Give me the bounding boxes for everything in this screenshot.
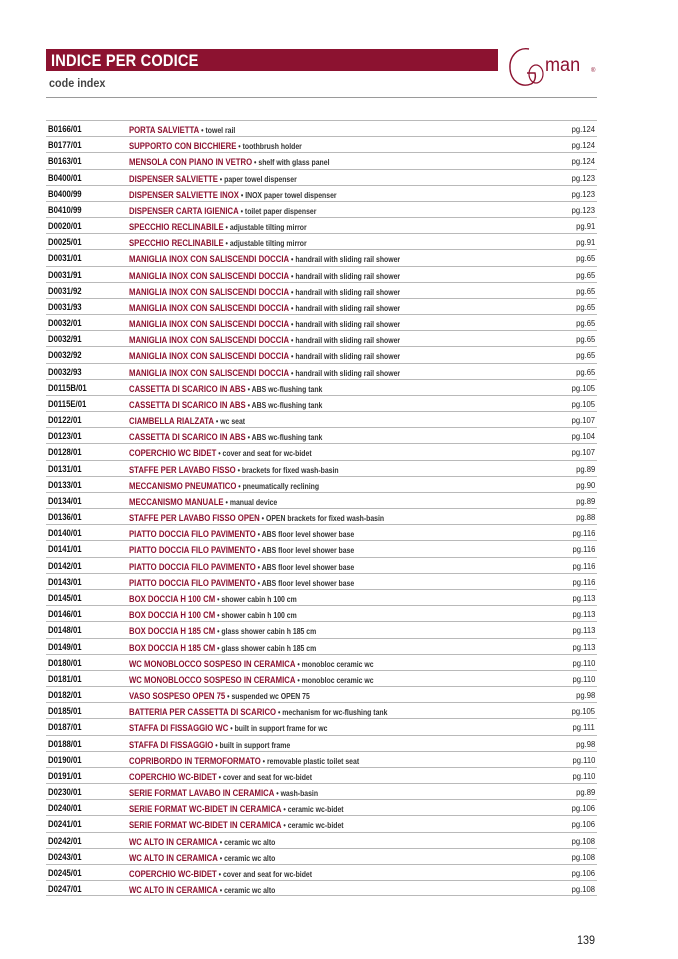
page-reference: pg.65 bbox=[575, 269, 595, 280]
english-name: ceramic wc alto bbox=[224, 886, 276, 896]
english-name: ABS floor level shower base bbox=[261, 546, 355, 556]
italian-name: PORTA SALVIETTA bbox=[129, 125, 200, 135]
english-name: handrail with sliding rail shower bbox=[295, 352, 401, 362]
product-code: D0180/01 bbox=[48, 657, 82, 668]
page-reference: pg.123 bbox=[571, 172, 595, 183]
italian-name: PIATTO DOCCIA FILO PAVIMENTO bbox=[129, 545, 256, 556]
english-name: shelf with glass panel bbox=[258, 158, 330, 168]
bullet-separator: • bbox=[216, 772, 223, 782]
page-reference: pg.65 bbox=[575, 285, 595, 296]
table-row bbox=[46, 832, 597, 848]
table-row bbox=[46, 460, 597, 476]
table-row bbox=[46, 718, 597, 734]
bullet-separator: • bbox=[217, 886, 225, 896]
header-divider bbox=[46, 97, 597, 98]
italian-name: MANIGLIA INOX CON SALISCENDI DOCCIA bbox=[129, 319, 290, 330]
product-code: D0242/01 bbox=[48, 835, 82, 846]
english-name: built in support frame bbox=[219, 740, 291, 750]
product-code: D0032/01 bbox=[48, 318, 82, 329]
product-code: D0032/93 bbox=[48, 366, 82, 377]
english-name: suspended wc OPEN 75 bbox=[231, 692, 310, 702]
english-name: ABS floor level shower base bbox=[261, 578, 355, 588]
table-row bbox=[46, 492, 597, 508]
bullet-separator: • bbox=[216, 449, 223, 459]
english-name: ceramic wc-bidet bbox=[287, 821, 344, 831]
english-name: removable plastic toilet seat bbox=[266, 756, 360, 766]
bullet-separator: • bbox=[255, 578, 262, 588]
table-row bbox=[46, 654, 597, 670]
english-name: ABS wc-flushing tank bbox=[251, 433, 323, 443]
english-name: glass shower cabin h 185 cm bbox=[221, 643, 317, 653]
bullet-separator: • bbox=[215, 611, 222, 621]
italian-name: WC ALTO IN CERAMICA bbox=[129, 836, 218, 847]
bullet-separator: • bbox=[223, 223, 230, 233]
italian-name: COPERCHIO WC BIDET bbox=[129, 448, 217, 459]
bullet-separator: • bbox=[259, 514, 266, 524]
italian-name: MANIGLIA INOX CON SALISCENDI DOCCIA bbox=[129, 302, 290, 313]
table-row bbox=[46, 476, 597, 492]
italian-name: MENSOLA CON PIANO IN VETRO bbox=[129, 157, 253, 168]
bullet-separator: • bbox=[245, 384, 252, 394]
italian-name: PIATTO DOCCIA FILO PAVIMENTO bbox=[129, 577, 256, 588]
english-name: monobloc ceramic wc bbox=[301, 675, 374, 685]
page-reference: pg.65 bbox=[575, 350, 595, 361]
english-name: cover and seat for wc-bidet bbox=[222, 449, 312, 459]
page-reference: pg.110 bbox=[572, 657, 595, 668]
english-name: ABS floor level shower base bbox=[261, 530, 355, 540]
table-row bbox=[46, 815, 597, 831]
bullet-separator: • bbox=[223, 497, 230, 507]
product-code: D0020/01 bbox=[48, 221, 82, 232]
product-code: D0181/01 bbox=[48, 673, 82, 684]
product-code: D0134/01 bbox=[48, 495, 82, 506]
italian-name: MANIGLIA INOX CON SALISCENDI DOCCIA bbox=[129, 286, 290, 297]
italian-name: WC ALTO IN CERAMICA bbox=[129, 852, 218, 863]
page-reference: pg.91 bbox=[575, 221, 595, 232]
table-row bbox=[46, 767, 597, 783]
product-code: B0400/01 bbox=[48, 172, 82, 183]
table-row bbox=[46, 735, 597, 751]
product-code: B0410/99 bbox=[48, 204, 82, 215]
page-reference: pg.89 bbox=[575, 463, 595, 474]
table-row bbox=[46, 136, 597, 152]
english-name: wash-basin bbox=[280, 789, 319, 799]
table-row bbox=[46, 783, 597, 799]
page-reference: pg.123 bbox=[571, 204, 595, 215]
page-reference: pg.106 bbox=[571, 867, 595, 878]
english-name: shower cabin h 100 cm bbox=[221, 594, 297, 604]
product-code: D0182/01 bbox=[48, 690, 82, 701]
italian-name: BATTERIA PER CASSETTA DI SCARICO bbox=[129, 707, 277, 718]
english-name: handrail with sliding rail shower bbox=[295, 255, 401, 265]
italian-name: STAFFA DI FISSAGGIO bbox=[129, 739, 214, 750]
product-code: D0136/01 bbox=[48, 512, 82, 523]
italian-name: COPERCHIO WC-BIDET bbox=[129, 868, 217, 879]
page-reference: pg.116 bbox=[572, 544, 595, 555]
product-code: D0031/91 bbox=[48, 269, 82, 280]
italian-name: WC MONOBLOCCO SOSPESO IN CERAMICA bbox=[129, 658, 296, 669]
bullet-separator: • bbox=[215, 627, 222, 637]
english-name: ABS wc-flushing tank bbox=[251, 384, 323, 394]
bullet-separator: • bbox=[289, 255, 296, 265]
italian-name: DISPENSER SALVIETTE INOX bbox=[129, 189, 239, 200]
product-code: D0141/01 bbox=[48, 544, 82, 555]
bullet-separator: • bbox=[225, 692, 232, 702]
italian-name: SPECCHIO RECLINABILE bbox=[129, 222, 224, 233]
code-index-table bbox=[46, 120, 597, 896]
page-reference: pg.110 bbox=[572, 673, 595, 684]
bullet-separator: • bbox=[213, 740, 220, 750]
page-subtitle: code index bbox=[49, 76, 106, 90]
page-reference: pg.116 bbox=[572, 528, 595, 539]
page-reference: pg.111 bbox=[572, 722, 595, 733]
english-name: toothbrush holder bbox=[242, 142, 302, 152]
table-row bbox=[46, 443, 597, 459]
table-row bbox=[46, 605, 597, 621]
page-title: INDICE PER CODICE bbox=[51, 51, 199, 70]
product-code: B0400/99 bbox=[48, 188, 82, 199]
page-reference: pg.108 bbox=[571, 851, 595, 862]
page-reference: pg.113 bbox=[572, 641, 595, 652]
italian-name: SERIE FORMAT WC-BIDET IN CERAMICA bbox=[129, 820, 282, 831]
page-reference: pg.65 bbox=[575, 318, 595, 329]
italian-name: STAFFE PER LAVABO FISSO bbox=[129, 464, 236, 475]
bullet-separator: • bbox=[295, 675, 302, 685]
bullet-separator: • bbox=[289, 303, 296, 313]
table-row bbox=[46, 799, 597, 815]
product-code: B0166/01 bbox=[48, 124, 82, 134]
table-row bbox=[46, 282, 597, 298]
page-reference: pg.89 bbox=[575, 787, 595, 798]
italian-name: BOX DOCCIA H 100 CM bbox=[129, 593, 216, 604]
bullet-separator: • bbox=[217, 837, 225, 847]
bullet-separator: • bbox=[217, 853, 225, 863]
page-reference: pg.90 bbox=[575, 479, 595, 490]
english-name: pneumatically reclining bbox=[242, 481, 320, 491]
italian-name: SERIE FORMAT LAVABO IN CERAMICA bbox=[129, 788, 275, 799]
product-code: D0245/01 bbox=[48, 867, 82, 878]
english-name: handrail with sliding rail shower bbox=[295, 287, 401, 297]
product-code: D0142/01 bbox=[48, 560, 82, 571]
italian-name: COPRIBORDO IN TERMOFORMATO bbox=[129, 755, 261, 766]
table-row bbox=[46, 557, 597, 573]
english-name: cover and seat for wc-bidet bbox=[222, 772, 313, 782]
english-name: ceramic wc-bidet bbox=[287, 805, 344, 815]
english-name: monobloc ceramic wc bbox=[301, 659, 374, 669]
product-code: D0133/01 bbox=[48, 479, 82, 490]
table-row bbox=[46, 217, 597, 233]
table-row bbox=[46, 395, 597, 411]
italian-name: CASSETTA DI SCARICO IN ABS bbox=[129, 383, 246, 394]
italian-name: MANIGLIA INOX CON SALISCENDI DOCCIA bbox=[129, 335, 290, 346]
english-name: handrail with sliding rail shower bbox=[295, 271, 401, 281]
table-row bbox=[46, 702, 597, 718]
page-reference: pg.65 bbox=[575, 253, 595, 264]
product-code: D0140/01 bbox=[48, 528, 82, 539]
product-code: D0031/92 bbox=[48, 285, 82, 296]
bullet-separator: • bbox=[289, 336, 296, 346]
bullet-separator: • bbox=[236, 481, 243, 491]
page-reference: pg.65 bbox=[575, 334, 595, 345]
product-code: D0191/01 bbox=[48, 770, 82, 781]
bullet-separator: • bbox=[216, 869, 223, 879]
page-reference: pg.98 bbox=[575, 690, 595, 701]
product-code: D0115B/01 bbox=[48, 382, 87, 393]
table-row bbox=[46, 363, 597, 379]
page-reference: pg.124 bbox=[571, 140, 595, 151]
page-number: 139 bbox=[577, 933, 596, 947]
product-code: B0163/01 bbox=[48, 156, 82, 167]
bullet-separator: • bbox=[289, 320, 296, 330]
bullet-separator: • bbox=[223, 239, 230, 249]
bullet-separator: • bbox=[215, 594, 222, 604]
table-row bbox=[46, 686, 597, 702]
english-name: INOX paper towel dispenser bbox=[245, 190, 337, 200]
page-reference: pg.107 bbox=[571, 447, 595, 458]
italian-name: MECCANISMO MANUALE bbox=[129, 496, 224, 507]
page-reference: pg.89 bbox=[575, 495, 595, 506]
english-name: toilet paper dispenser bbox=[244, 206, 317, 216]
english-name: ceramic wc alto bbox=[224, 837, 276, 847]
bullet-separator: • bbox=[199, 126, 206, 135]
table-row bbox=[46, 508, 597, 524]
page-reference: pg.108 bbox=[571, 835, 595, 846]
italian-name: MANIGLIA INOX CON SALISCENDI DOCCIA bbox=[129, 254, 290, 265]
bullet-separator: • bbox=[235, 465, 242, 475]
product-code: D0149/01 bbox=[48, 641, 82, 652]
italian-name: CIAMBELLA RIALZATA bbox=[129, 416, 214, 427]
product-code: D0032/91 bbox=[48, 334, 82, 345]
page-reference: pg.113 bbox=[572, 625, 595, 636]
bullet-separator: • bbox=[238, 206, 245, 216]
bullet-separator: • bbox=[289, 271, 296, 281]
bullet-separator: • bbox=[236, 142, 243, 152]
product-code: D0185/01 bbox=[48, 706, 82, 717]
english-name: mechanism for wc-flushing tank bbox=[282, 708, 388, 718]
bullet-separator: • bbox=[255, 562, 262, 572]
page-reference: pg.123 bbox=[571, 188, 595, 199]
bullet-separator: • bbox=[213, 417, 221, 427]
table-row bbox=[46, 266, 597, 282]
product-code: D0230/01 bbox=[48, 787, 82, 798]
english-name: handrail with sliding rail shower bbox=[295, 368, 401, 378]
table-row bbox=[46, 848, 597, 864]
product-code: D0122/01 bbox=[48, 415, 82, 426]
page-reference: pg.106 bbox=[571, 819, 595, 830]
bullet-separator: • bbox=[245, 400, 252, 410]
product-code: D0115E/01 bbox=[48, 398, 87, 409]
table-row bbox=[46, 314, 597, 330]
bullet-separator: • bbox=[245, 433, 252, 443]
brand-logo-registered: ® bbox=[591, 68, 596, 74]
page-reference: pg.98 bbox=[575, 738, 595, 749]
table-row bbox=[46, 751, 597, 767]
bullet-separator: • bbox=[228, 724, 235, 734]
bullet-separator: • bbox=[238, 190, 246, 200]
english-name: towel rail bbox=[205, 126, 236, 135]
english-name: ABS wc-flushing tank bbox=[251, 400, 323, 410]
italian-name: VASO SOSPESO OPEN 75 bbox=[129, 691, 226, 702]
product-code: D0123/01 bbox=[48, 431, 82, 442]
bullet-separator: • bbox=[260, 756, 267, 766]
page-reference: pg.65 bbox=[575, 301, 595, 312]
table-row bbox=[46, 670, 597, 686]
english-name: adjustable tilting mirror bbox=[229, 239, 307, 249]
bullet-separator: • bbox=[289, 287, 296, 297]
italian-name: BOX DOCCIA H 185 CM bbox=[129, 626, 216, 637]
italian-name: CASSETTA DI SCARICO IN ABS bbox=[129, 399, 246, 410]
product-description bbox=[129, 882, 275, 898]
product-code: D0188/01 bbox=[48, 738, 82, 749]
english-name: manual device bbox=[229, 497, 278, 507]
product-code: D0143/01 bbox=[48, 576, 82, 587]
english-name: ceramic wc alto bbox=[224, 853, 276, 863]
italian-name: BOX DOCCIA H 185 CM bbox=[129, 642, 216, 653]
english-name: brackets for fixed wash-basin bbox=[241, 465, 339, 475]
page-reference: pg.124 bbox=[571, 156, 595, 167]
table-row bbox=[46, 185, 597, 201]
italian-name: PIATTO DOCCIA FILO PAVIMENTO bbox=[129, 561, 256, 572]
italian-name: MANIGLIA INOX CON SALISCENDI DOCCIA bbox=[129, 367, 290, 378]
italian-name: PIATTO DOCCIA FILO PAVIMENTO bbox=[129, 529, 256, 540]
english-name: handrail with sliding rail shower bbox=[295, 336, 401, 346]
product-code: D0032/92 bbox=[48, 350, 82, 361]
bullet-separator: • bbox=[274, 789, 281, 799]
product-code: D0240/01 bbox=[48, 803, 82, 814]
italian-name: MANIGLIA INOX CON SALISCENDI DOCCIA bbox=[129, 351, 290, 362]
bullet-separator: • bbox=[281, 821, 288, 831]
product-code: D0241/01 bbox=[48, 819, 82, 830]
page-reference: pg.105 bbox=[571, 398, 595, 409]
page-reference: pg.65 bbox=[575, 366, 595, 377]
bullet-separator: • bbox=[255, 546, 262, 556]
table-row bbox=[46, 233, 597, 249]
table-row bbox=[46, 880, 597, 896]
product-code: D0131/01 bbox=[48, 463, 82, 474]
table-row bbox=[46, 411, 597, 427]
page-reference: pg.124 bbox=[571, 124, 595, 134]
table-row bbox=[46, 330, 597, 346]
italian-name: WC MONOBLOCCO SOSPESO IN CERAMICA bbox=[129, 674, 296, 685]
product-code: B0177/01 bbox=[48, 140, 82, 151]
product-code: D0247/01 bbox=[48, 884, 82, 895]
table-row bbox=[46, 152, 597, 168]
english-name: paper towel dispenser bbox=[224, 174, 297, 184]
page-reference: pg.91 bbox=[575, 237, 595, 248]
table-row bbox=[46, 864, 597, 880]
page-reference: pg.113 bbox=[572, 592, 595, 603]
italian-name: SERIE FORMAT WC-BIDET IN CERAMICA bbox=[129, 804, 282, 815]
table-row bbox=[46, 524, 597, 540]
italian-name: STAFFA DI FISSAGGIO WC bbox=[129, 723, 229, 734]
product-code: D0187/01 bbox=[48, 722, 82, 733]
table-row bbox=[46, 249, 597, 265]
italian-name: CASSETTA DI SCARICO IN ABS bbox=[129, 432, 246, 443]
table-row bbox=[46, 346, 597, 362]
bullet-separator: • bbox=[252, 158, 259, 168]
table-row bbox=[46, 540, 597, 556]
product-code: D0190/01 bbox=[48, 754, 82, 765]
bullet-separator: • bbox=[289, 368, 296, 378]
product-code: D0145/01 bbox=[48, 592, 82, 603]
product-code: D0128/01 bbox=[48, 447, 82, 458]
bullet-separator: • bbox=[281, 805, 288, 815]
italian-name: MECCANISMO PNEUMATICO bbox=[129, 480, 237, 491]
italian-name: BOX DOCCIA H 100 CM bbox=[129, 610, 216, 621]
brand-logo-wordmark: man bbox=[545, 55, 581, 76]
table-row bbox=[46, 621, 597, 637]
table-row bbox=[46, 379, 597, 395]
bullet-separator: • bbox=[295, 659, 302, 669]
page-reference: pg.110 bbox=[572, 754, 595, 765]
english-name: OPEN brackets for fixed wash-basin bbox=[265, 514, 385, 524]
bullet-separator: • bbox=[217, 174, 225, 184]
table-row bbox=[46, 298, 597, 314]
table-row bbox=[46, 120, 597, 136]
italian-name: MANIGLIA INOX CON SALISCENDI DOCCIA bbox=[129, 270, 290, 281]
english-name: handrail with sliding rail shower bbox=[295, 320, 401, 330]
table-row bbox=[46, 169, 597, 185]
table-row bbox=[46, 201, 597, 217]
italian-name: COPERCHIO WC-BIDET bbox=[129, 771, 217, 782]
page-reference: pg.107 bbox=[571, 415, 595, 426]
product-code: D0025/01 bbox=[48, 237, 82, 248]
product-code: D0031/93 bbox=[48, 301, 82, 312]
page-reference: pg.88 bbox=[575, 512, 595, 523]
english-name: glass shower cabin h 185 cm bbox=[221, 627, 317, 637]
italian-name: SPECCHIO RECLINABILE bbox=[129, 238, 224, 249]
table-row bbox=[46, 638, 597, 654]
english-name: ABS floor level shower base bbox=[261, 562, 355, 572]
english-name: handrail with sliding rail shower bbox=[295, 303, 401, 313]
bullet-separator: • bbox=[276, 708, 283, 718]
page-reference: pg.108 bbox=[571, 884, 595, 895]
italian-name: STAFFE PER LAVABO FISSO OPEN bbox=[129, 513, 260, 524]
italian-name: DISPENSER CARTA IGIENICA bbox=[129, 205, 239, 216]
page-reference: pg.106 bbox=[571, 803, 595, 814]
english-name: cover and seat for wc-bidet bbox=[222, 869, 313, 879]
bullet-separator: • bbox=[289, 352, 296, 362]
page-reference: pg.116 bbox=[572, 560, 595, 571]
english-name: wc seat bbox=[220, 417, 246, 427]
product-code: D0031/01 bbox=[48, 253, 82, 264]
table-row bbox=[46, 427, 597, 443]
page-reference: pg.116 bbox=[572, 576, 595, 587]
page-reference: pg.110 bbox=[572, 770, 595, 781]
italian-name: WC ALTO IN CERAMICA bbox=[129, 885, 218, 896]
bullet-separator: • bbox=[255, 530, 262, 540]
english-name: shower cabin h 100 cm bbox=[221, 611, 297, 621]
italian-name: SUPPORTO CON BICCHIERE bbox=[129, 141, 237, 152]
bullet-separator: • bbox=[215, 643, 222, 653]
english-name: built in support frame for wc bbox=[234, 724, 328, 734]
table-row bbox=[46, 573, 597, 589]
product-code: D0148/01 bbox=[48, 625, 82, 636]
table-row bbox=[46, 589, 597, 605]
product-code: D0146/01 bbox=[48, 609, 82, 620]
italian-name: DISPENSER SALVIETTE bbox=[129, 173, 218, 184]
english-name: adjustable tilting mirror bbox=[229, 223, 307, 233]
page-reference: pg.105 bbox=[571, 382, 595, 393]
page-reference: pg.113 bbox=[572, 609, 595, 620]
product-code: D0243/01 bbox=[48, 851, 82, 862]
page-reference: pg.105 bbox=[571, 706, 595, 717]
page-reference: pg.104 bbox=[571, 431, 595, 442]
